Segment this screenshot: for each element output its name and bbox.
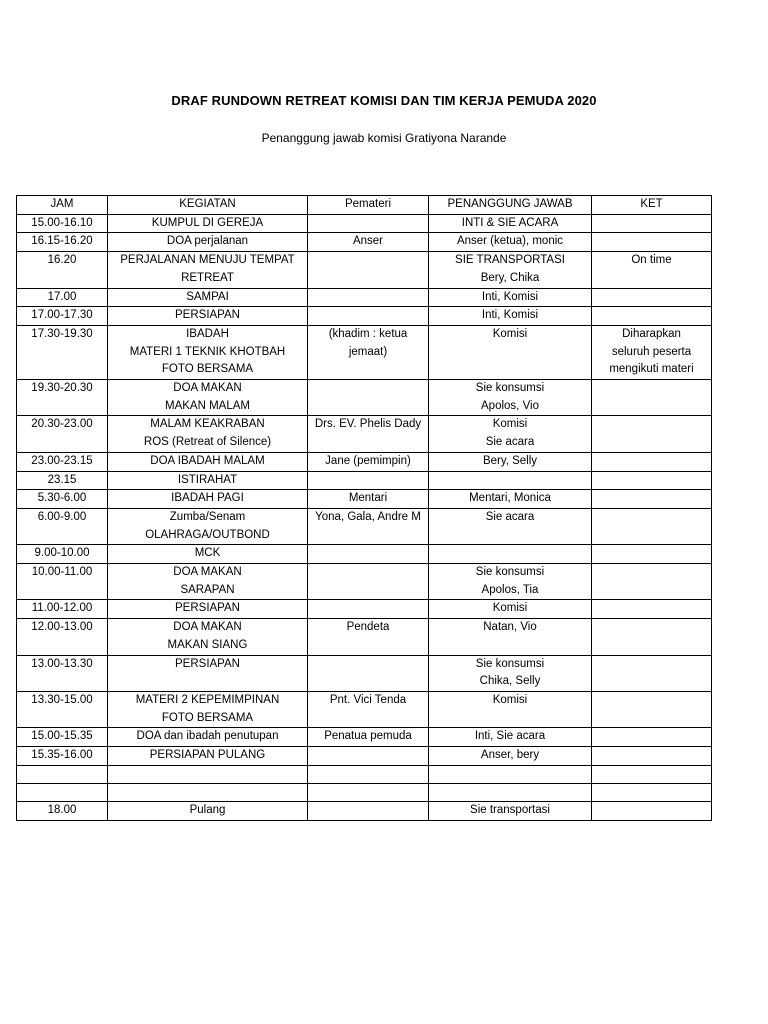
cell-penanggung-jawab: Komisi: [429, 325, 592, 379]
cell-jam: 13.00-13.30: [17, 655, 108, 691]
cell-penanggung-jawab: Mentari, Monica: [429, 490, 592, 509]
cell-ket: [592, 600, 712, 619]
table-row: [17, 655, 712, 691]
cell-jam: 19.30-20.30: [17, 380, 108, 416]
cell-kegiatan: KUMPUL DI GEREJA: [108, 214, 308, 233]
table-row: [17, 545, 712, 564]
cell-pemateri: Penatua pemuda: [308, 728, 429, 747]
cell-kegiatan: PERSIAPAN: [108, 600, 308, 619]
cell-jam: 17.00: [17, 288, 108, 307]
cell-penanggung-jawab: Sie transportasi: [429, 801, 592, 820]
cell-ket: [592, 655, 712, 691]
cell-jam: 23.15: [17, 471, 108, 490]
cell-ket: [592, 747, 712, 766]
cell-pemateri: Anser: [308, 233, 429, 252]
table-header-row: [17, 196, 712, 215]
cell-penanggung-jawab: Anser, bery: [429, 747, 592, 766]
cell-penanggung-jawab: Sie konsumsi Chika, Selly: [429, 655, 592, 691]
table-row: [17, 564, 712, 600]
cell-penanggung-jawab: Sie konsumsi Apolos, Vio: [429, 380, 592, 416]
cell-kegiatan: PERSIAPAN: [108, 655, 308, 691]
cell-kegiatan: Pulang: [108, 801, 308, 820]
cell-jam: 15.00-15.35: [17, 728, 108, 747]
cell-kegiatan: Zumba/Senam OLAHRAGA/OUTBOND: [108, 508, 308, 544]
table-row: [17, 747, 712, 766]
cell-ket: [592, 783, 712, 801]
cell-jam: 20.30-23.00: [17, 416, 108, 452]
document-subtitle: Penanggung jawab komisi Gratiyona Narande: [261, 131, 507, 145]
table-row: [17, 783, 712, 801]
cell-penanggung-jawab: [429, 765, 592, 783]
cell-penanggung-jawab: Anser (ketua), monic: [429, 233, 592, 252]
header-penanggung-jawab: PENANGGUNG JAWAB: [429, 196, 592, 215]
cell-ket: [592, 508, 712, 544]
table-body: [17, 214, 712, 820]
cell-jam: 23.00-23.15: [17, 452, 108, 471]
cell-ket: [592, 380, 712, 416]
cell-pemateri: Pnt. Vici Tenda: [308, 691, 429, 727]
cell-ket: [592, 691, 712, 727]
cell-ket: [592, 564, 712, 600]
cell-pemateri: [308, 471, 429, 490]
cell-pemateri: [308, 545, 429, 564]
table-row: [17, 600, 712, 619]
cell-ket: [592, 490, 712, 509]
cell-jam: 5.30-6.00: [17, 490, 108, 509]
cell-kegiatan: DOA perjalanan: [108, 233, 308, 252]
table-row: [17, 508, 712, 544]
table-row: [17, 765, 712, 783]
cell-kegiatan: ISTIRAHAT: [108, 471, 308, 490]
cell-jam: 17.00-17.30: [17, 307, 108, 326]
cell-jam: 13.30-15.00: [17, 691, 108, 727]
header-pemateri: Pemateri: [308, 196, 429, 215]
cell-ket: On time: [592, 252, 712, 288]
cell-penanggung-jawab: Inti, Sie acara: [429, 728, 592, 747]
cell-kegiatan: MATERI 2 KEPEMIMPINAN FOTO BERSAMA: [108, 691, 308, 727]
cell-penanggung-jawab: Komisi Sie acara: [429, 416, 592, 452]
cell-kegiatan: DOA MAKAN SARAPAN: [108, 564, 308, 600]
cell-jam: 12.00-13.00: [17, 619, 108, 655]
cell-pemateri: (khadim : ketua jemaat): [308, 325, 429, 379]
cell-kegiatan: [108, 783, 308, 801]
table-row: [17, 325, 712, 379]
cell-penanggung-jawab: Inti, Komisi: [429, 307, 592, 326]
cell-pemateri: [308, 307, 429, 326]
cell-pemateri: [308, 600, 429, 619]
cell-pemateri: Pendeta: [308, 619, 429, 655]
rundown-table: [16, 195, 712, 821]
cell-kegiatan: PERSIAPAN PULANG: [108, 747, 308, 766]
cell-pemateri: [308, 765, 429, 783]
cell-penanggung-jawab: Komisi: [429, 691, 592, 727]
table-row: [17, 801, 712, 820]
cell-jam: 9.00-10.00: [17, 545, 108, 564]
cell-penanggung-jawab: INTI & SIE ACARA: [429, 214, 592, 233]
cell-ket: [592, 765, 712, 783]
cell-jam: 15.35-16.00: [17, 747, 108, 766]
cell-ket: [592, 288, 712, 307]
document-title: DRAF RUNDOWN RETREAT KOMISI DAN TIM KERJA PEMUDA 2020: [171, 93, 597, 108]
cell-kegiatan: DOA MAKAN MAKAN MALAM: [108, 380, 308, 416]
cell-pemateri: [308, 214, 429, 233]
cell-jam: 15.00-16.10: [17, 214, 108, 233]
table-row: [17, 288, 712, 307]
table-row: [17, 619, 712, 655]
cell-penanggung-jawab: Bery, Selly: [429, 452, 592, 471]
cell-jam: 18.00: [17, 801, 108, 820]
cell-jam: 10.00-11.00: [17, 564, 108, 600]
cell-ket: [592, 545, 712, 564]
cell-penanggung-jawab: [429, 471, 592, 490]
cell-pemateri: [308, 801, 429, 820]
cell-ket: [592, 452, 712, 471]
cell-kegiatan: DOA IBADAH MALAM: [108, 452, 308, 471]
cell-jam: [17, 765, 108, 783]
cell-pemateri: Yona, Gala, Andre M: [308, 508, 429, 544]
header-jam: JAM: [17, 196, 108, 215]
cell-pemateri: [308, 747, 429, 766]
cell-penanggung-jawab: [429, 545, 592, 564]
cell-penanggung-jawab: Natan, Vio: [429, 619, 592, 655]
cell-jam: 11.00-12.00: [17, 600, 108, 619]
cell-kegiatan: MALAM KEAKRABAN ROS (Retreat of Silence): [108, 416, 308, 452]
cell-pemateri: [308, 655, 429, 691]
table-row: [17, 416, 712, 452]
cell-penanggung-jawab: Komisi: [429, 600, 592, 619]
cell-ket: [592, 307, 712, 326]
cell-kegiatan: MCK: [108, 545, 308, 564]
cell-kegiatan: [108, 765, 308, 783]
table-row: [17, 452, 712, 471]
cell-kegiatan: IBADAH PAGI: [108, 490, 308, 509]
cell-pemateri: Mentari: [308, 490, 429, 509]
header-kegiatan: KEGIATAN: [108, 196, 308, 215]
cell-ket: [592, 233, 712, 252]
cell-ket: [592, 471, 712, 490]
table-row: [17, 691, 712, 727]
cell-kegiatan: IBADAH MATERI 1 TEKNIK KHOTBAH FOTO BERSAMA: [108, 325, 308, 379]
cell-ket: [592, 214, 712, 233]
cell-jam: 16.15-16.20: [17, 233, 108, 252]
cell-jam: 6.00-9.00: [17, 508, 108, 544]
cell-ket: [592, 416, 712, 452]
cell-kegiatan: DOA MAKAN MAKAN SIANG: [108, 619, 308, 655]
cell-jam: 16.20: [17, 252, 108, 288]
cell-penanggung-jawab: SIE TRANSPORTASI Bery, Chika: [429, 252, 592, 288]
cell-penanggung-jawab: [429, 783, 592, 801]
table-row: [17, 233, 712, 252]
table-row: [17, 490, 712, 509]
cell-kegiatan: PERSIAPAN: [108, 307, 308, 326]
cell-kegiatan: SAMPAI: [108, 288, 308, 307]
table-row: [17, 471, 712, 490]
cell-pemateri: [308, 564, 429, 600]
cell-ket: Diharapkan seluruh peserta mengikuti materi: [592, 325, 712, 379]
cell-pemateri: [308, 380, 429, 416]
cell-pemateri: [308, 288, 429, 307]
table-row: [17, 307, 712, 326]
cell-jam: 17.30-19.30: [17, 325, 108, 379]
cell-pemateri: Jane (pemimpin): [308, 452, 429, 471]
table-row: [17, 380, 712, 416]
table-row: [17, 728, 712, 747]
table-row: [17, 252, 712, 288]
cell-penanggung-jawab: Inti, Komisi: [429, 288, 592, 307]
cell-ket: [592, 728, 712, 747]
cell-ket: [592, 801, 712, 820]
cell-penanggung-jawab: Sie acara: [429, 508, 592, 544]
cell-penanggung-jawab: Sie konsumsi Apolos, Tia: [429, 564, 592, 600]
header-ket: KET: [592, 196, 712, 215]
cell-pemateri: [308, 783, 429, 801]
cell-pemateri: Drs. EV. Phelis Dady: [308, 416, 429, 452]
cell-kegiatan: DOA dan ibadah penutupan: [108, 728, 308, 747]
table-row: [17, 214, 712, 233]
cell-jam: [17, 783, 108, 801]
cell-pemateri: [308, 252, 429, 288]
cell-kegiatan: PERJALANAN MENUJU TEMPAT RETREAT: [108, 252, 308, 288]
cell-ket: [592, 619, 712, 655]
